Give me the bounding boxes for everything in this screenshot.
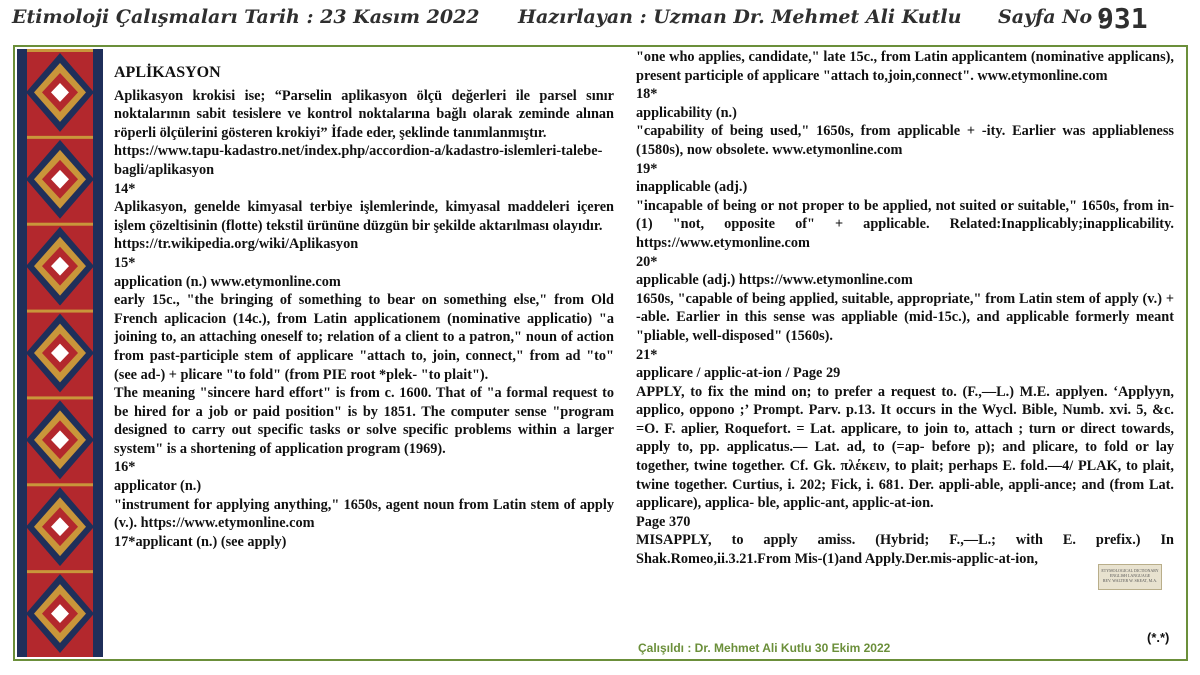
paragraph: "capability of being used," 1650s, from applicable + -ity. Earlier was appliableness (1580s), now obsolete. www.etymonline.com xyxy=(636,123,1174,158)
paragraph: Aplikasyon, genelde kimyasal terbiye işlemlerinde, kimyasal maddeleri içeren işlem çözeltisinin (flotte) tekstil ürününe düzgün bir şekilde aktarılması olayıdır. xyxy=(114,199,614,234)
footnote-number: 19* xyxy=(636,160,658,177)
paragraph: "incapable of being or not proper to be applied, not suited or suitable," 1650s, from in- (1) "not, opposite of" + applicable. Related:Inapplicably;inapplicability. https://www.etymonline.com xyxy=(636,197,1174,251)
page-header xyxy=(0,0,1200,44)
page-reference: Page 370 xyxy=(636,513,691,530)
end-mark: (*.*) xyxy=(1147,630,1170,645)
footnote-number: 16* xyxy=(114,459,136,476)
headword: application (n.) www.etymonline.com xyxy=(114,273,341,290)
study-credit: Çalışıldı : Dr. Mehmet Ali Kutlu 30 Ekim 2022 xyxy=(638,641,891,655)
footnote-number: 20* xyxy=(636,253,658,270)
footnote-number: 21* xyxy=(636,346,658,363)
headword: applicare / applic-at-ion / Page 29 xyxy=(636,365,841,382)
footnote-number: 14* xyxy=(114,180,136,197)
headword: 17*applicant (n.) (see apply) xyxy=(114,533,287,550)
headword: applicable (adj.) https://www.etymonline.com xyxy=(636,272,913,289)
page-label: Sayfa No : xyxy=(998,6,1106,28)
paragraph: Aplikasyon krokisi ise; “Parselin aplikasyon ölçü değerleri ile parsel sınır noktalarının sabit tesislere ve kontrol noktalarına bağlı olarak zeminde alınan röperli ölçülerini gösteren krokiyi” İfade eder, şeklinde tanımlanmıştır. xyxy=(114,87,614,141)
entry-title: APLİKASYON xyxy=(114,64,221,81)
headword: inapplicable (adj.) xyxy=(636,179,748,196)
paragraph: "one who applies, candidate," late 15c., from Latin applicantem (nominative applicans), present participle of applicare "attach to,join,connect". www.etymonline.com xyxy=(636,49,1174,84)
paragraph: "instrument for applying anything," 1650s, agent noun from Latin stem of apply (v.). https://www.etymonline.com xyxy=(114,496,614,532)
source-link[interactable]: https://www.tapu-kadastro.net/index.php/accordion-a/kadastro-islemleri-talebe-bagli/aplikasyon xyxy=(114,143,603,178)
page-number: 931 xyxy=(1097,2,1148,35)
kilim-rug-image xyxy=(17,49,103,657)
paragraph: early 15c., "the bringing of something to bear on something else," from Old French aplicacion (14c.), from Latin applicationem (nominative applicatio) "a joining to, an attaching oneself to; relation of a client to a patron," noun of action from past-participle stem of applicare "attach to, join, connect," from ad "to" (see ad-) + plicare "to fold" (from PIE root *plek- "to plait"). xyxy=(114,292,614,383)
right-column xyxy=(636,48,1174,569)
dictionary-cover-thumbnail: ETYMOLOGICAL DICTIONARY ENGLISH LANGUAGE REV. WALTER W. SKEAT, M.A. xyxy=(1098,564,1162,590)
paragraph: MISAPPLY, to apply amiss. (Hybrid; F.,—L.; with E. prefix.) In Shak.Romeo,ii.3.21.From Mis-(1)and Apply.Der.mis-applic-at-ion, xyxy=(636,532,1174,568)
source-link[interactable]: https://tr.wikipedia.org/wiki/Aplikasyon xyxy=(114,236,359,253)
footnote-number: 18* xyxy=(636,86,658,103)
paragraph: The meaning "sincere hard effort" is from c. 1600. That of "a formal request to be hired for a job or paid position" is by 1851. The computer sense "program designed to carry out specific tasks or solve specific problems within a larger system" is a shortening of application program (1969). xyxy=(114,385,614,457)
paragraph: 1650s, "capable of being applied, suitable, appropriate," from Latin stem of apply (v.) + -able. Earlier in this sense was appliable (mid-15c.), and applicable formerly meant "pliable, well-disposed" (1560s). xyxy=(636,290,1174,344)
left-column xyxy=(114,64,614,551)
series-title: Etimoloji Çalışmaları Tarih : 23 Kasım 2022 xyxy=(12,6,480,28)
paragraph: APPLY, to fix the mind on; to prefer a request to. (F.,—L.) M.E. applyen. ‘Applyyn, applico, oppono ;’ Prompt. Parv. p.13. It occurs in the Wycl. Bible, Numb. xvi. 5, &c. =O. F. aplier, Roquefort. = Lat. applicare, to join to, attach ; turn or direct towards, apply to, pp. applicatus.— Lat. ad, to (=ap- before p); and plicare, to fold or lay together, twine together. Cf. Gk. πλέκειν, to plait; perhaps E. fold.—4/ PLAK, to plait, twine together. Curtius, i. 202; Fick, i. 681. Der. appli-able, appli-ance; and (from Lat. applicare), applica- ble, applic-ant, applic-at-ion. xyxy=(636,383,1174,512)
headword: applicator (n.) xyxy=(114,478,202,495)
author-credit: Hazırlayan : Uzman Dr. Mehmet Ali Kutlu xyxy=(518,6,962,28)
footnote-number: 15* xyxy=(114,254,136,271)
headword: applicability (n.) xyxy=(636,104,737,121)
